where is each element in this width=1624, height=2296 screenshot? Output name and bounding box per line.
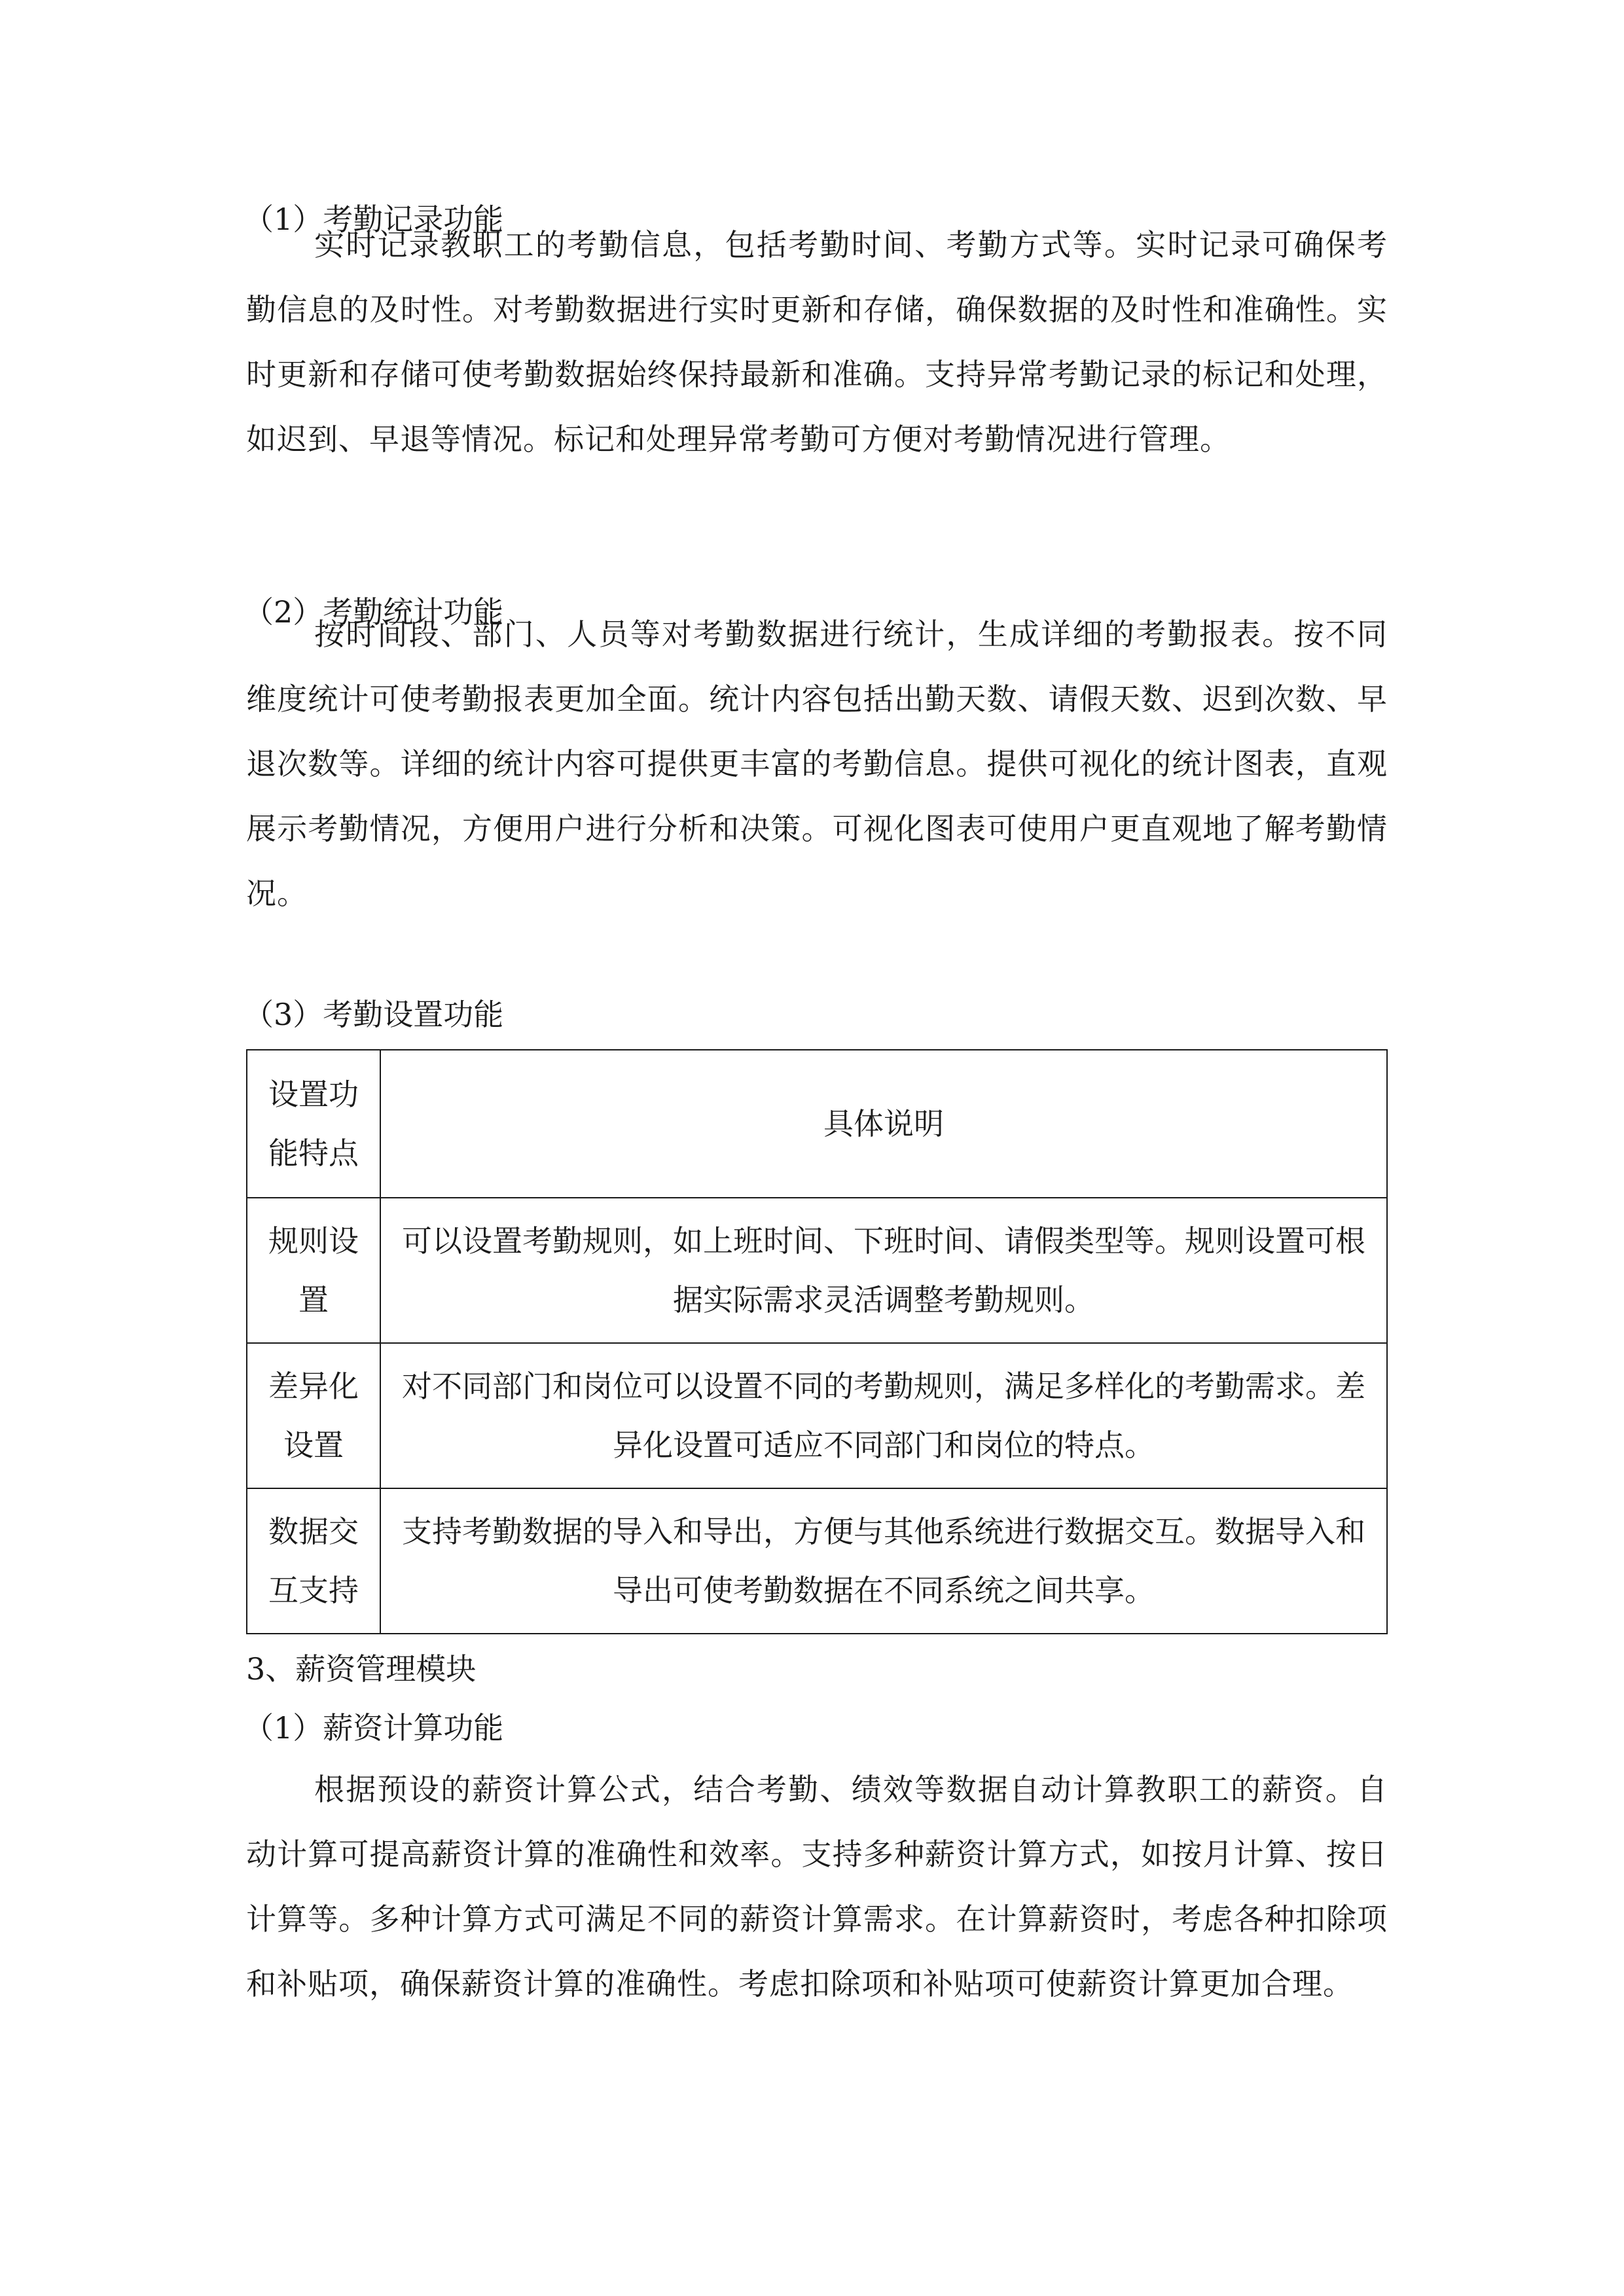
table-cell-feature: 数据交互支持 [247,1488,380,1634]
paragraph-attendance-stats: 按时间段、部门、人员等对考勤数据进行统计，生成详细的考勤报表。按不同维度统计可使考勤报表更加全面。统计内容包括出勤天数、请假天数、迟到次数、早退次数等。详细的统计内容可提供更丰富的考勤信息。提供可视化的统计图表，直观展示考勤情况，方便用户进行分析和决策。可视化图表可使用户更直观地了解考勤情况。 [246,617,1388,911]
heading-attendance-stats: （2）考勤统计功能 [244,594,504,630]
table-header-cell: 设置功能特点 [247,1050,380,1198]
table-cell-desc: 支持考勤数据的导入和导出，方便与其他系统进行数据交互。数据导入和导出可使考勤数据在不同系统之间共享。 [380,1488,1387,1634]
table-cell-desc: 对不同部门和岗位可以设置不同的考勤规则，满足多样化的考勤需求。差异化设置可适应不同部门和岗位的特点。 [380,1343,1387,1488]
table-row [247,1343,1387,1488]
paragraph-salary-calc: 根据预设的薪资计算公式，结合考勤、绩效等数据自动计算教职工的薪资。自动计算可提高薪资计算的准确性和效率。支持多种薪资计算方式，如按月计算、按日计算等。多种计算方式可满足不同的薪资计算需求。在计算薪资时，考虑各种扣除项和补贴项，确保薪资计算的准确性。考虑扣除项和补贴项可使薪资计算更加合理。 [246,1772,1388,2001]
table-cell-desc: 可以设置考勤规则，如上班时间、下班时间、请假类型等。规则设置可根据实际需求灵活调整考勤规则。 [380,1198,1387,1343]
table-header-cell: 具体说明 [380,1050,1387,1198]
table-row [247,1488,1387,1634]
heading-attendance-settings: （3）考勤设置功能 [244,997,504,1032]
table-header-row [247,1050,1387,1198]
heading-attendance-record: （1）考勤记录功能 [244,202,504,237]
table-row [247,1198,1387,1343]
settings-table [246,1049,1388,1634]
paragraph-attendance-record: 实时记录教职工的考勤信息，包括考勤时间、考勤方式等。实时记录可确保考勤信息的及时性。对考勤数据进行实时更新和存储，确保数据的及时性和准确性。实时更新和存储可使考勤数据始终保持最新和准确。支持异常考勤记录的标记和处理，如迟到、早退等情况。标记和处理异常考勤可方便对考勤情况进行管理。 [246,227,1388,457]
heading-salary-calc: （1）薪资计算功能 [244,1710,504,1746]
table-cell-feature: 规则设置 [247,1198,380,1343]
table-cell-feature: 差异化设置 [247,1343,380,1488]
heading-salary-module: 3、薪资管理模块 [246,1651,477,1687]
